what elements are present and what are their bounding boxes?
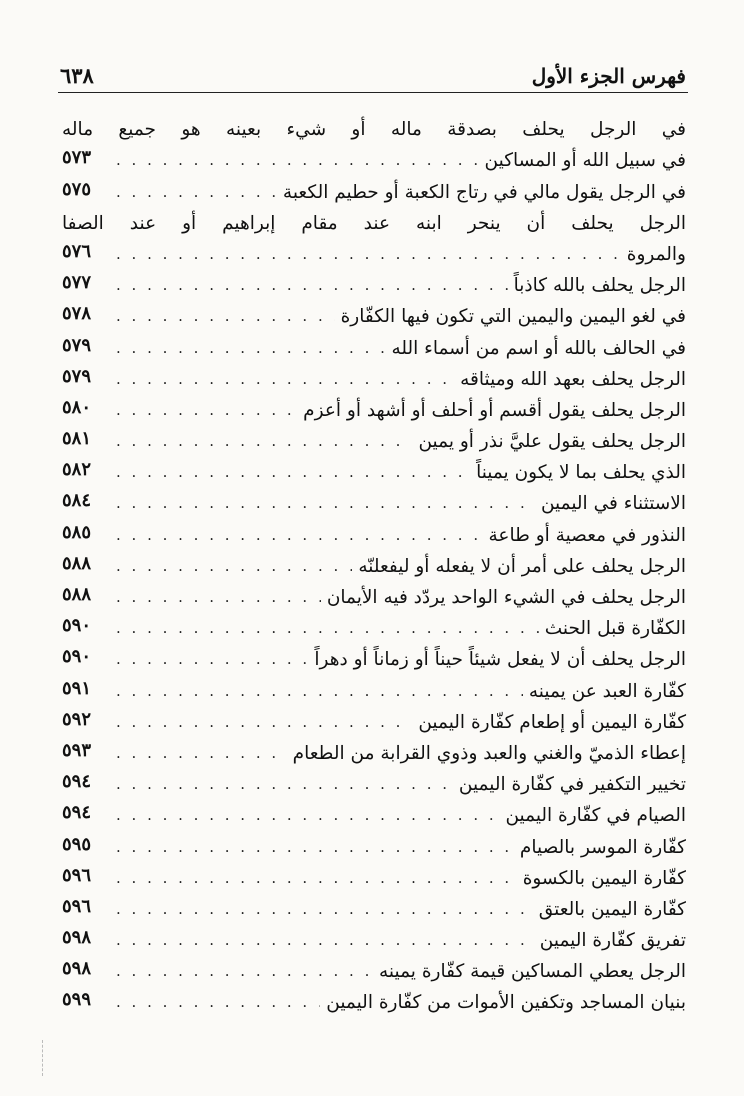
toc-entry — [62, 985, 686, 1016]
toc-entry-line — [62, 673, 686, 704]
toc-entry — [62, 517, 686, 548]
toc-entry-title: الرجل يحلف أن لا يفعل شيئاً حيناً أو زماناً أو دهراً — [314, 649, 686, 671]
dot-leader — [116, 621, 539, 635]
toc-entry-line — [62, 798, 686, 829]
toc-entry-page-number: ٥٧٨ — [62, 303, 92, 325]
toc-entry-title: الرجل يحلف يقول عليَّ نذر أو يمين — [418, 431, 686, 453]
toc-entry-page-number: ٥٨٥ — [62, 521, 92, 543]
dot-leader — [116, 465, 470, 479]
toc-entry — [62, 330, 686, 361]
toc-entry — [62, 424, 686, 455]
toc-entry-line — [62, 362, 686, 393]
toc-entry-line — [62, 393, 686, 424]
page-header — [60, 58, 686, 88]
toc-entry-title: الرجل يعطي المساكين قيمة كفّارة يمينه — [379, 961, 686, 983]
dot-leader — [116, 715, 412, 729]
toc-entry-page-number: ٥٩٦ — [62, 895, 92, 917]
toc-entry-line — [62, 642, 686, 673]
toc-entry-title: تفريق كفّارة اليمين — [539, 930, 686, 952]
toc-entry-page-number: ٥٩٨ — [62, 927, 92, 949]
toc-entry-page-number: ٥٨٨ — [62, 584, 92, 605]
dot-leader — [116, 684, 523, 698]
toc-entry-continuation: والمروة — [626, 243, 686, 265]
toc-entry-line — [62, 299, 686, 330]
toc-entry-title: كفّارة الموسر بالصيام — [519, 836, 686, 858]
toc-entry-line — [62, 143, 686, 174]
toc-entry — [62, 861, 686, 892]
dot-leader — [116, 933, 534, 947]
toc-entry — [62, 611, 686, 642]
toc-entry-line — [62, 268, 686, 299]
toc-entry — [62, 393, 686, 424]
toc-entry-title: الذي يحلف بما لا يكون يميناً — [476, 462, 686, 484]
toc-entry-line — [62, 923, 686, 954]
toc-entry-title: في الحالف بالله أو اسم من أسماء الله — [391, 337, 686, 359]
margin-mark — [42, 1040, 44, 1076]
toc-entry-page-number: ٥٧٧ — [62, 272, 92, 294]
toc-entry-line — [62, 705, 686, 736]
toc-entry — [62, 705, 686, 736]
toc-entry-page-number: ٥٩٨ — [62, 958, 92, 980]
toc-entry — [62, 206, 686, 268]
dot-leader — [116, 434, 412, 448]
toc-entry-page-number: ٥٩٢ — [62, 708, 92, 730]
dot-leader — [116, 372, 454, 386]
dot-leader — [116, 403, 297, 417]
toc-entry-page-number: ٥٨١ — [62, 428, 92, 450]
toc-entry-page-number: ٥٨٠ — [62, 396, 92, 418]
toc-entry-page-number: ٥٩٤ — [62, 771, 92, 793]
toc-entry — [62, 299, 686, 330]
toc-entry-page-number: ٥٨٨ — [62, 552, 92, 574]
dot-leader — [116, 808, 499, 822]
toc-entry — [62, 486, 686, 517]
dot-leader — [116, 652, 308, 666]
toc-entry-title: الصيام في كفّارة اليمين — [505, 805, 686, 827]
dot-leader — [116, 746, 287, 760]
dot-leader — [116, 341, 385, 355]
toc-entry-line — [62, 861, 686, 892]
toc-entry-page-number: ٥٧٩ — [62, 334, 92, 356]
toc-entry-line — [62, 736, 686, 767]
toc-entry-page-number: ٥٩٤ — [62, 802, 92, 824]
toc-entry — [62, 736, 686, 767]
toc-entry-title: الكفّارة قبل الحنث — [544, 618, 686, 640]
toc-entry — [62, 174, 686, 205]
toc-entry-title: بنيان المساجد وتكفين الأموات من كفّارة اليمين — [326, 992, 686, 1014]
toc-entry-line — [62, 954, 686, 985]
toc-entry-page-number: ٥٩٥ — [62, 833, 92, 855]
toc-entry — [62, 798, 686, 829]
dot-leader — [116, 247, 621, 261]
toc-entry-page-number: ٥٩٣ — [62, 739, 92, 761]
dot-leader — [116, 840, 514, 854]
toc-entry-line — [62, 829, 686, 860]
toc-entry-page-number: ٥٧٥ — [62, 178, 92, 200]
toc-entry-title: كفّارة اليمين أو إطعام كفّارة اليمين — [418, 711, 686, 733]
toc-entry-line — [62, 424, 686, 455]
table-of-contents — [62, 112, 686, 1016]
toc-entry-line — [62, 611, 686, 642]
running-title: فهرس الجزء الأول — [531, 64, 686, 88]
toc-entry-title: إعطاء الذميّ والغني والعبد وذوي القرابة من الطعام — [292, 742, 686, 764]
toc-entry-page-number: ٥٩٠ — [62, 615, 92, 637]
toc-entry-line — [62, 892, 686, 923]
toc-entry — [62, 642, 686, 673]
toc-entry-line — [62, 237, 686, 268]
toc-entry-line — [62, 206, 686, 237]
toc-entry-title: الرجل يحلف بالله كاذباً — [513, 275, 686, 297]
toc-entry-title: الاستثناء في اليمين — [540, 493, 686, 515]
dot-leader — [116, 309, 335, 323]
page-number: ٦٣٨ — [60, 63, 94, 88]
toc-entry — [62, 580, 686, 611]
toc-entry-page-number: ٥٨٤ — [62, 490, 92, 512]
toc-entry-title: الرجل يحلف بعهد الله وميثاقه — [460, 368, 686, 390]
toc-entry-line — [62, 580, 686, 611]
toc-entry — [62, 362, 686, 393]
toc-entry-title: النذور في معصية أو طاعة — [488, 524, 686, 546]
toc-entry — [62, 829, 686, 860]
dot-leader — [116, 871, 517, 885]
toc-entry-title: كفّارة اليمين بالكسوة — [522, 867, 686, 889]
toc-entry-title: في الرجل يحلف بصدقة ماله أو شيء بعينه هو جميع ماله — [62, 119, 686, 141]
toc-entry-title: في لغو اليمين واليمين التي تكون فيها الكفّارة — [340, 306, 686, 328]
toc-entry — [62, 673, 686, 704]
toc-entry — [62, 767, 686, 798]
toc-entry-line — [62, 767, 686, 798]
toc-entry-page-number: ٥٩٩ — [62, 989, 92, 1011]
dot-leader — [116, 185, 277, 199]
toc-entry-page-number: ٥٩٠ — [62, 646, 92, 668]
dot-leader — [116, 777, 453, 791]
dot-leader — [116, 559, 352, 573]
dot-leader — [116, 278, 508, 292]
dot-leader — [116, 496, 535, 510]
dot-leader — [116, 995, 320, 1009]
dot-leader — [116, 902, 533, 916]
toc-entry-title: كفّارة العبد عن يمينه — [528, 680, 686, 702]
toc-entry-page-number: ٥٧٣ — [62, 147, 92, 169]
toc-entry-continuation: في سبيل الله أو المساكين — [484, 150, 686, 172]
toc-entry-title: تخيير التكفير في كفّارة اليمين — [458, 774, 686, 796]
toc-entry-title: الرجل يحلف أن ينحر ابنه عند مقام إبراهيم أو عند الصفا — [62, 212, 686, 234]
toc-entry-page-number: ٥٩١ — [62, 677, 92, 699]
toc-entry — [62, 923, 686, 954]
toc-entry-page-number: ٥٨٢ — [62, 459, 92, 481]
toc-entry — [62, 455, 686, 486]
toc-entry-page-number: ٥٧٦ — [62, 240, 92, 262]
toc-entry-line — [62, 112, 686, 143]
toc-entry-line — [62, 985, 686, 1016]
toc-entry-line — [62, 174, 686, 205]
dot-leader — [116, 590, 321, 604]
toc-entry-title: الرجل يحلف في الشيء الواحد يردّد فيه الأيمان — [326, 587, 686, 608]
toc-entry — [62, 892, 686, 923]
toc-entry — [62, 549, 686, 580]
toc-entry — [62, 954, 686, 985]
toc-entry-line — [62, 455, 686, 486]
toc-entry-page-number: ٥٧٩ — [62, 365, 92, 387]
toc-entry — [62, 268, 686, 299]
toc-entry-title: الرجل يحلف على أمر أن لا يفعله أو ليفعلنّه — [358, 555, 686, 577]
toc-entry — [62, 112, 686, 174]
toc-entry-line — [62, 549, 686, 580]
toc-entry-line — [62, 486, 686, 517]
toc-entry-title: في الرجل يقول مالي في رتاج الكعبة أو حطيم الكعبة — [282, 181, 686, 203]
toc-entry-page-number: ٥٩٦ — [62, 864, 92, 886]
dot-leader — [116, 964, 373, 978]
toc-entry-title: الرجل يحلف يقول أقسم أو أحلف أو أشهد أو أعزم — [303, 399, 686, 421]
toc-entry-title: كفّارة اليمين بالعتق — [538, 898, 686, 920]
toc-entry-line — [62, 517, 686, 548]
dot-leader — [116, 153, 479, 167]
header-rule — [58, 92, 688, 93]
toc-entry-line — [62, 330, 686, 361]
dot-leader — [116, 528, 483, 542]
